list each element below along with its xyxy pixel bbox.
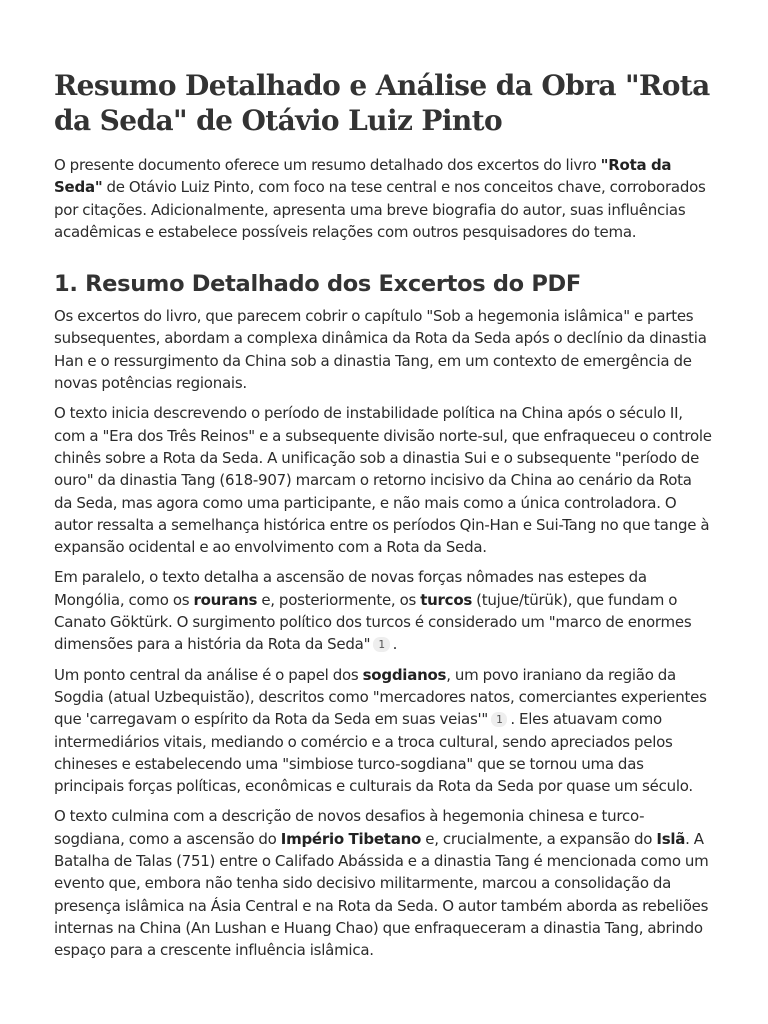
p5-text-2: e, crucialmente, a expansão do — [421, 829, 657, 848]
p3-bold-turcos: turcos — [420, 590, 473, 609]
p3-text-2: e, posteriormente, os — [257, 590, 421, 609]
citation-badge[interactable]: 1 — [373, 637, 389, 652]
section-heading: 1. Resumo Detalhado dos Excertos do PDF — [54, 271, 581, 298]
p4-text-3: . Eles atuavam como intermediários vitais, mediando o comércio e a troca cultural, sendo apreciados pelos chineses e estabelecendo uma "simbiose turco-sogdiana" que se tornou uma das principais forças políticas, econômicas e culturais da Rota da Seda por quase um século. — [54, 710, 693, 796]
section-paragraph-4 — [54, 664, 712, 798]
p5-bold-imperio-tibetano: Império Tibetano — [280, 829, 422, 848]
p4-text-2: , um povo iraniano da região da Sogdia (atual Uzbequistão), descritos como "mercadores natos, comerciantes experientes que 'carregavam o espírito da Rota da Seda em suas veias'" — [54, 665, 707, 729]
section-paragraph-3 — [54, 566, 712, 655]
p3-text-4: . — [392, 635, 398, 654]
p4-bold-sogdianos: sogdianos — [362, 665, 447, 684]
citation-badge[interactable]: 1 — [491, 712, 507, 727]
p3-bold-rourans: rourans — [193, 590, 258, 609]
intro-paragraph — [54, 154, 712, 243]
p5-text-1: O texto culmina com a descrição de novos desafios à hegemonia chinesa e turco-sogdiana, como a ascensão do — [54, 807, 645, 848]
p5-text-3: . A Batalha de Talas (751) entre o Califado Abássida e a dinastia Tang é mencionada como um evento que, embora não tenha sido decisivo militarmente, marcou a consolidação da presença islâmica na Ásia Central e na Rota da Seda. O autor também aborda as rebeliões internas na China (An Lushan e Huang Chao) que enfraqueceram a dinastia Tang, abrindo espaço para a crescente influência islâmica. — [54, 829, 709, 960]
section-paragraph-1: Os excertos do livro, que parecem cobrir o capítulo "Sob a hegemonia islâmica" e partes subsequentes, abordam a complexa dinâmica da Rota da Seda após o declínio da dinastia Han e o ressurgimento da China sob a dinastia Tang, em um contexto de emergência de novas potências regionais. — [54, 307, 707, 393]
p4-text-1: Um ponto central da análise é o papel dos — [54, 665, 363, 684]
p3-text-3: (tujue/türük), que fundam o Canato Göktürk. O surgimento político dos turcos é considerado um "marco de enormes dimensões para a história da Rota da Seda" — [54, 590, 692, 654]
p5-bold-isla: Islã — [656, 829, 686, 848]
section-paragraph-5 — [54, 805, 712, 961]
section-paragraph-2: O texto inicia descrevendo o período de instabilidade política na China após o século II, com a "Era dos Três Reinos" e a subsequente divisão norte-sul, que enfraqueceu o controle chinês sobre a Rota da Seda. A unificação sob a dinastia Sui e o subsequente "período de ouro" da dinastia Tang (618-907) marcam o retorno incisivo da China ao cenário da Rota da Seda, mas agora como uma participante, e não mais como a única controladora. O autor ressalta a semelhança histórica entre os períodos Qin-Han e Sui-Tang no que tange à expansão ocidental e ao envolvimento com a Rota da Seda. — [54, 404, 712, 557]
intro-book-title: "Rota da Seda" — [54, 156, 672, 197]
intro-text-1: O presente documento oferece um resumo detalhado dos excertos do livro — [54, 156, 601, 174]
page-title: Resumo Detalhado e Análise da Obra "Rota da Seda" de Otávio Luiz Pinto — [54, 69, 710, 137]
p3-text-1: Em paralelo, o texto detalha a ascensão de novas forças nômades nas estepes da Mongólia, como os — [54, 568, 647, 609]
intro-text-2: de Otávio Luiz Pinto, com foco na tese central e nos conceitos chave, corroborados por citações. Adicionalmente, apresenta uma breve biografia do autor, suas influências acadêmicas e estabelece possíveis relações com outros pesquisadores do tema. — [54, 178, 706, 241]
